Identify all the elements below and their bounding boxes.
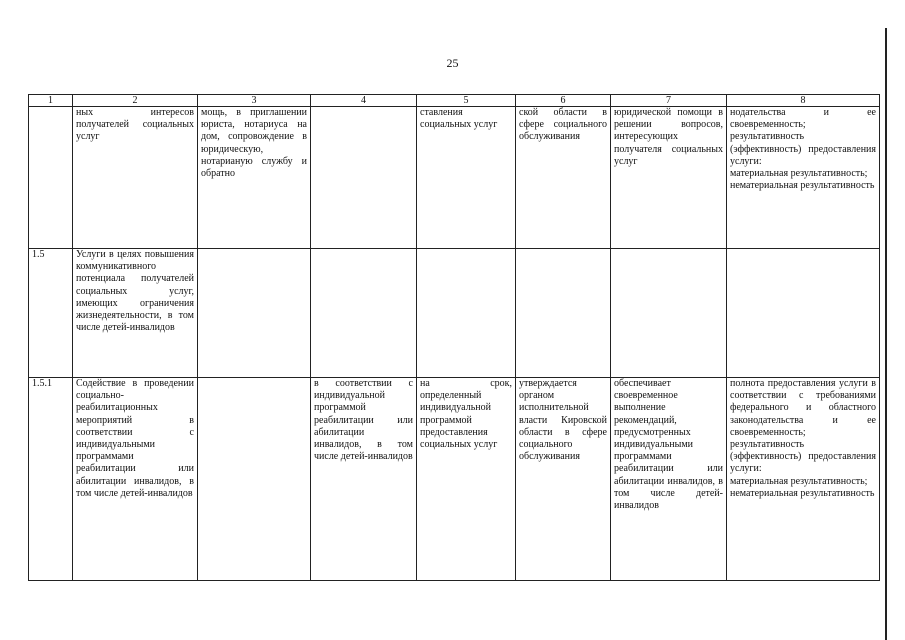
service-name-cell: Услуги в целях повышения коммуникативного потенциала получателей социальных услуг, имеющих ограничения жизнедеятельности, в том числе детей-инвалидов xyxy=(73,249,198,378)
column-header: 8 xyxy=(727,95,880,107)
evaluation-line: результативность (эффективность) предоставления услуги: xyxy=(730,438,876,475)
service-description-cell xyxy=(198,378,311,581)
norm-cell xyxy=(311,249,417,378)
row-number xyxy=(29,107,73,249)
term-cell xyxy=(417,249,516,378)
scan-edge-line xyxy=(885,28,887,640)
evaluation-cell xyxy=(727,107,880,249)
quality-cell: обеспечивает своевременное выполнение рекомендаций, предусмотренных индивидуальными программами реабилитации или абилитации инвалидов, в том числе детей-инвалидов xyxy=(611,378,727,581)
column-header: 3 xyxy=(198,95,311,107)
page-number: 25 xyxy=(446,56,459,70)
column-header: 6 xyxy=(516,95,611,107)
table-row xyxy=(29,249,880,378)
evaluation-line: нематериальная результативность xyxy=(730,180,875,192)
service-description-cell xyxy=(198,249,311,378)
norm-cell: в соответствии с индивидуальной программой реабилитации или абилитации инвалидов, в том числе детей-инвалидов xyxy=(311,378,417,581)
row-number: 1.5 xyxy=(29,249,73,378)
services-table xyxy=(28,94,880,581)
quality-cell: юридической помощи в решении вопросов, интересующих получателя социальных услуг xyxy=(611,107,727,249)
column-header: 5 xyxy=(417,95,516,107)
evaluation-cell xyxy=(727,378,880,581)
column-number-row xyxy=(29,95,880,107)
evaluation-cell xyxy=(727,249,880,378)
table-row xyxy=(29,378,880,581)
table-row xyxy=(29,107,880,249)
column-header: 7 xyxy=(611,95,727,107)
service-description-cell: мощь, в приглашении юриста, нотариуса на дом, сопровождение в юридическую, нотарианую службу и обратно xyxy=(198,107,311,249)
evaluation-line: материальная результативность; xyxy=(730,167,868,179)
service-name-cell: ных интересов получателей социальных услуг xyxy=(73,107,198,249)
column-header: 1 xyxy=(29,95,73,107)
evaluation-line: нодательства и ее своевременность; xyxy=(730,107,876,131)
norm-cell xyxy=(311,107,417,249)
row-number: 1.5.1 xyxy=(29,378,73,581)
column-header: 2 xyxy=(73,95,198,107)
column-header: 4 xyxy=(311,95,417,107)
evaluation-line: результативность (эффективность) предоставления услуги: xyxy=(730,131,876,167)
tariff-cell: утверждается органом исполнительной власти Кировской области в сфере социального обслуживания xyxy=(516,378,611,581)
term-cell: на срок, определенный индивидуальной программой предоставления социальных услуг xyxy=(417,378,516,581)
evaluation-line: полнота предоставления услуги в соответствии с требованиями федерального и областного законодательства и ее своевременность; xyxy=(730,378,876,438)
term-cell: ставления социальных услуг xyxy=(417,107,516,249)
tariff-cell: ской области в сфере социального обслуживания xyxy=(516,107,611,249)
evaluation-line: материальная результативность; xyxy=(730,475,868,487)
tariff-cell xyxy=(516,249,611,378)
service-name-cell: Содействие в проведении социально-реабилитационных мероприятий в соответствии с индивидуальными программами реабилитации или абилитации инвалидов, в том числе детей-инвалидов xyxy=(73,378,198,581)
quality-cell xyxy=(611,249,727,378)
evaluation-line: нематериальная результативность xyxy=(730,487,875,499)
